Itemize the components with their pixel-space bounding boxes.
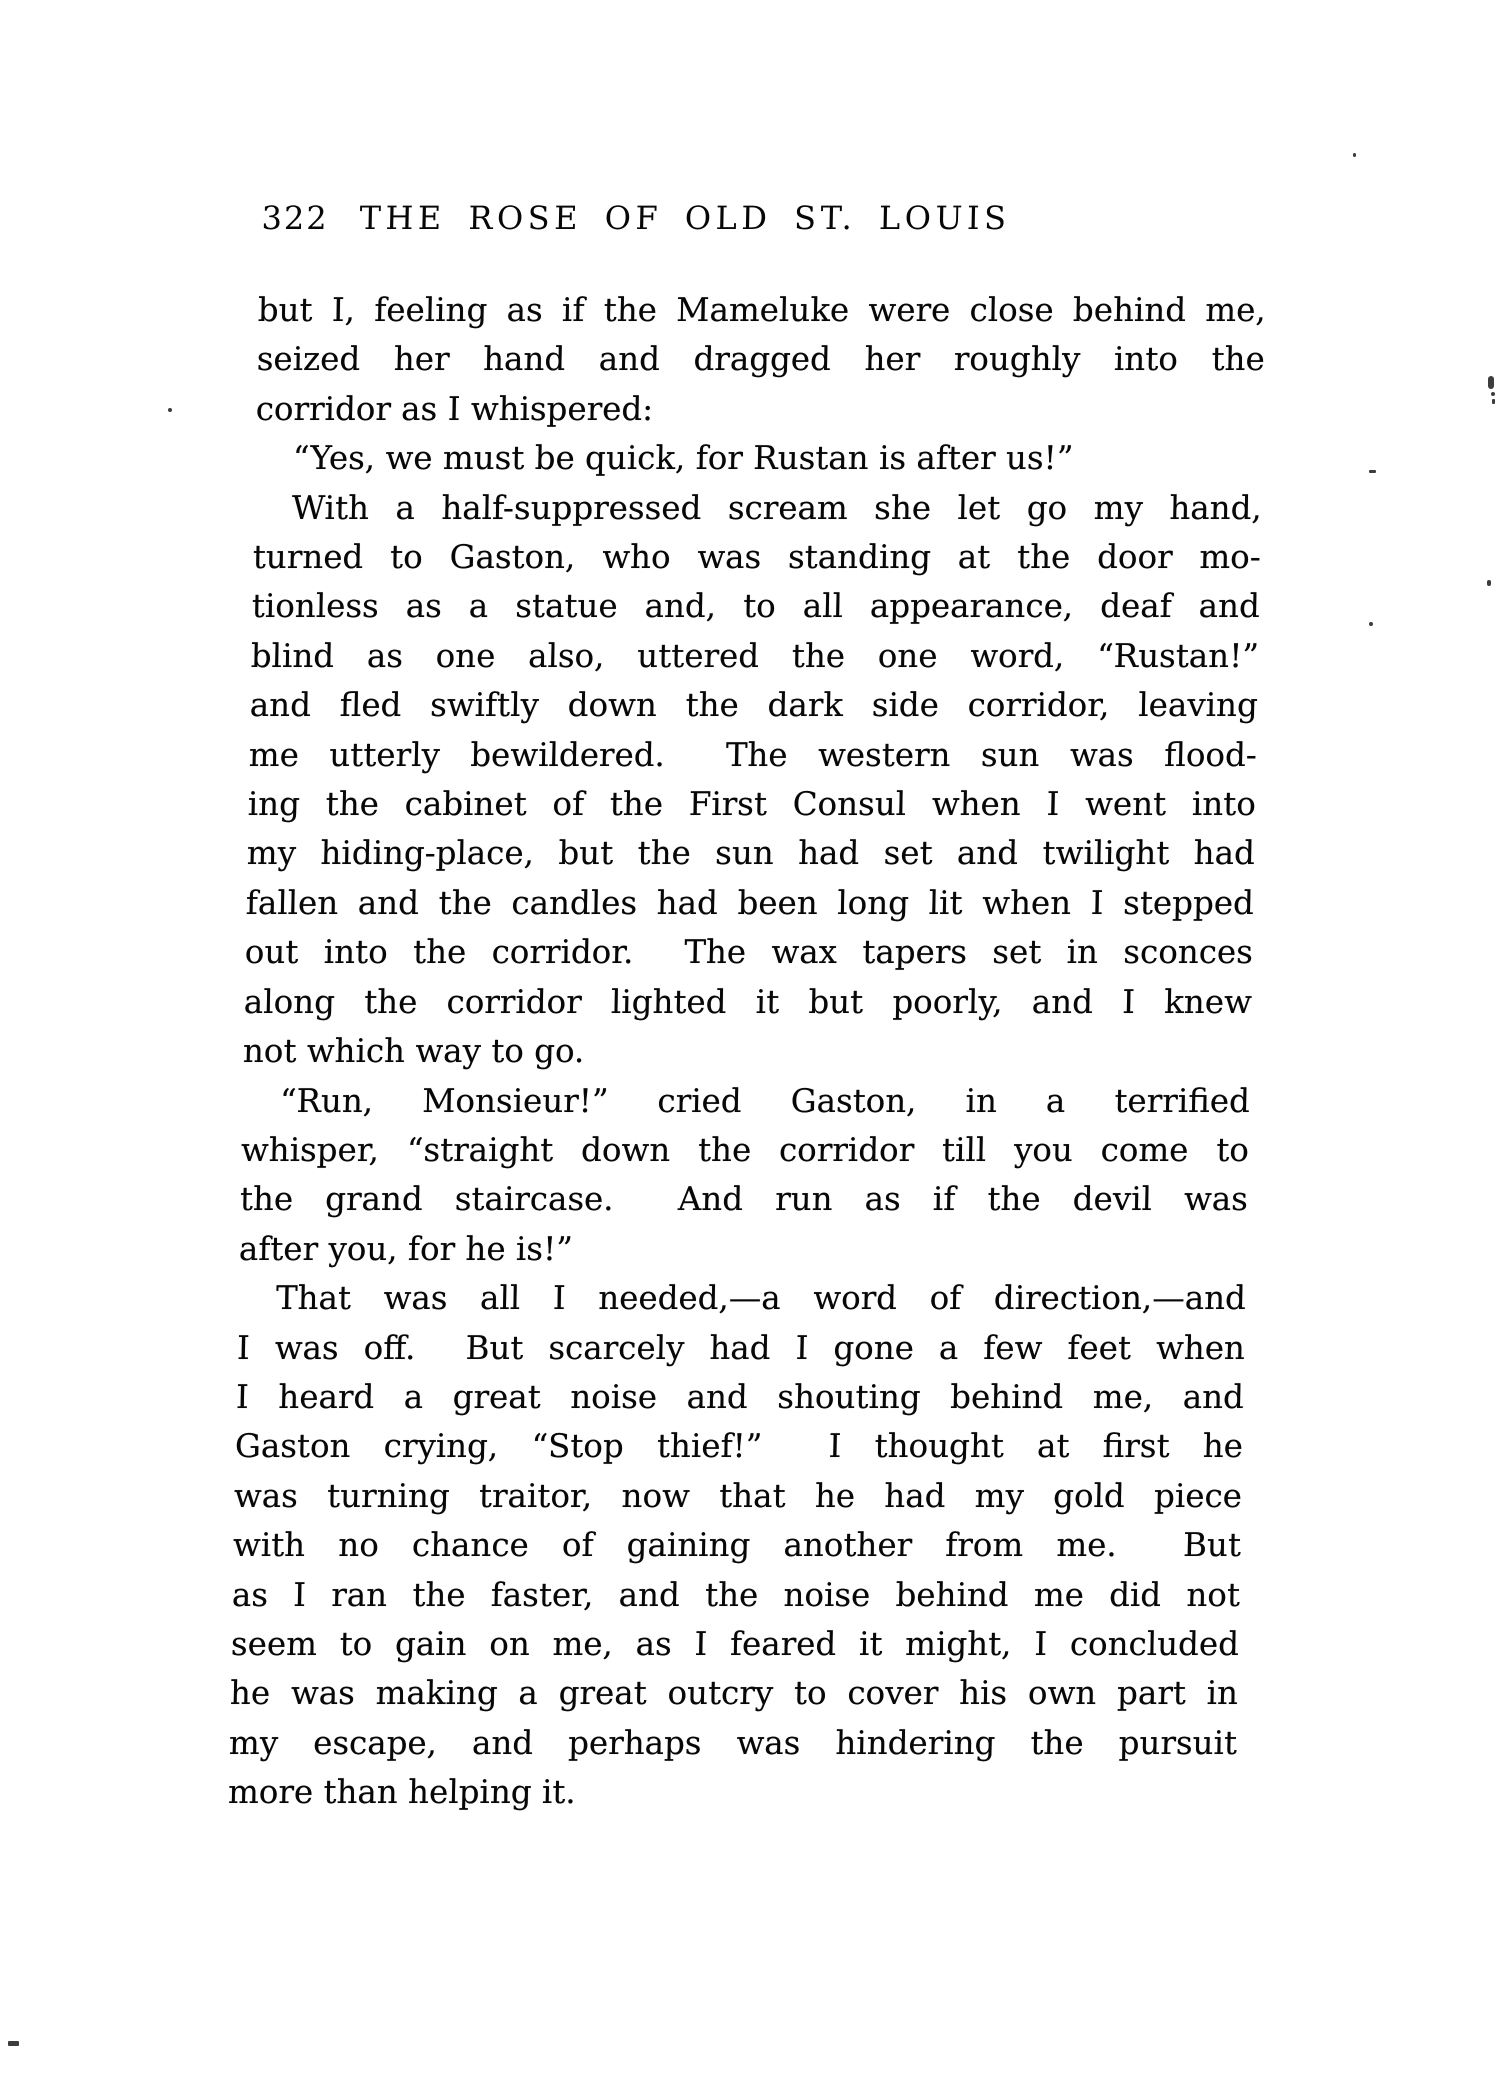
text-line: me utterly bewildered. The western sun was flood- bbox=[248, 735, 1258, 774]
text-line: That was all I needed,—a word of direction,—and bbox=[275, 1279, 1247, 1318]
scan-speck bbox=[1353, 153, 1356, 157]
scan-speck bbox=[1369, 470, 1376, 473]
text-line: not which way to go. bbox=[242, 1032, 585, 1071]
text-line: with no chance of gaining another from me. But bbox=[232, 1526, 1242, 1565]
text-line: my escape, and perhaps was hindering the pursuit bbox=[228, 1723, 1238, 1762]
text-line: fallen and the candles had been long lit when I stepped bbox=[245, 883, 1255, 922]
text-line: as I ran the faster, and the noise behind me did not bbox=[231, 1575, 1241, 1614]
body-text bbox=[228, 286, 1267, 1818]
text-line: he was making a great outcry to cover his own part in bbox=[229, 1674, 1239, 1713]
scan-speck bbox=[8, 2041, 19, 2046]
text-line: seem to gain on me, as I feared it might, I concluded bbox=[230, 1624, 1240, 1663]
text-line: tionless as a statue and, to all appearance, deaf and bbox=[251, 587, 1261, 626]
text-line: I heard a great noise and shouting behind me, and bbox=[235, 1377, 1245, 1416]
text-line: “Run, Monsieur!” cried Gaston, in a terrified bbox=[279, 1081, 1251, 1120]
text-line: whisper, “straight down the corridor till you come to bbox=[240, 1130, 1250, 1169]
text-line: With a half-suppressed scream she let go my hand, bbox=[291, 488, 1263, 527]
scan-speck bbox=[1488, 376, 1494, 389]
scan-speck bbox=[168, 408, 172, 412]
scan-speck bbox=[1492, 399, 1495, 404]
text-line: ing the cabinet of the First Consul when I went into bbox=[247, 785, 1257, 824]
text-line: the grand staircase. And run as if the devil was bbox=[239, 1180, 1249, 1219]
text-line: “Yes, we must be quick, for Rustan is after us!” bbox=[292, 439, 1074, 478]
text-line: my hiding-place, but the sun had set and twilight had bbox=[246, 834, 1256, 873]
text-line: I was off. But scarcely had I gone a few feet when bbox=[236, 1328, 1246, 1367]
text-line: along the corridor lighted it but poorly, and I knew bbox=[243, 982, 1253, 1021]
text-line: corridor as I whispered: bbox=[255, 389, 654, 428]
running-head bbox=[259, 200, 1268, 242]
page-content bbox=[228, 200, 1268, 1818]
text-line: turned to Gaston, who was standing at the door mo- bbox=[252, 538, 1262, 577]
text-line: seized her hand and dragged her roughly into the bbox=[256, 340, 1266, 379]
scan-speck bbox=[1369, 622, 1373, 626]
text-line: and fled swiftly down the dark side corridor, leaving bbox=[249, 686, 1259, 725]
text-line: more than helping it. bbox=[227, 1773, 577, 1812]
text-line: was turning traitor, now that he had my gold piece bbox=[233, 1476, 1243, 1515]
scan-speck bbox=[1491, 392, 1495, 396]
text-line: Gaston crying, “Stop thief!” I thought at first he bbox=[234, 1427, 1244, 1466]
running-head-title: THE ROSE OF OLD ST. LOUIS bbox=[359, 199, 1011, 237]
text-line: after you, for he is!” bbox=[238, 1229, 574, 1268]
text-line: blind as one also, uttered the one word, “Rustan!” bbox=[250, 636, 1260, 675]
page-number: 322 bbox=[261, 199, 330, 237]
text-line: but I, feeling as if the Mameluke were close behind me, bbox=[257, 291, 1267, 329]
scan-speck bbox=[1487, 580, 1491, 586]
text-line: out into the corridor. The wax tapers set in sconces bbox=[244, 933, 1254, 972]
